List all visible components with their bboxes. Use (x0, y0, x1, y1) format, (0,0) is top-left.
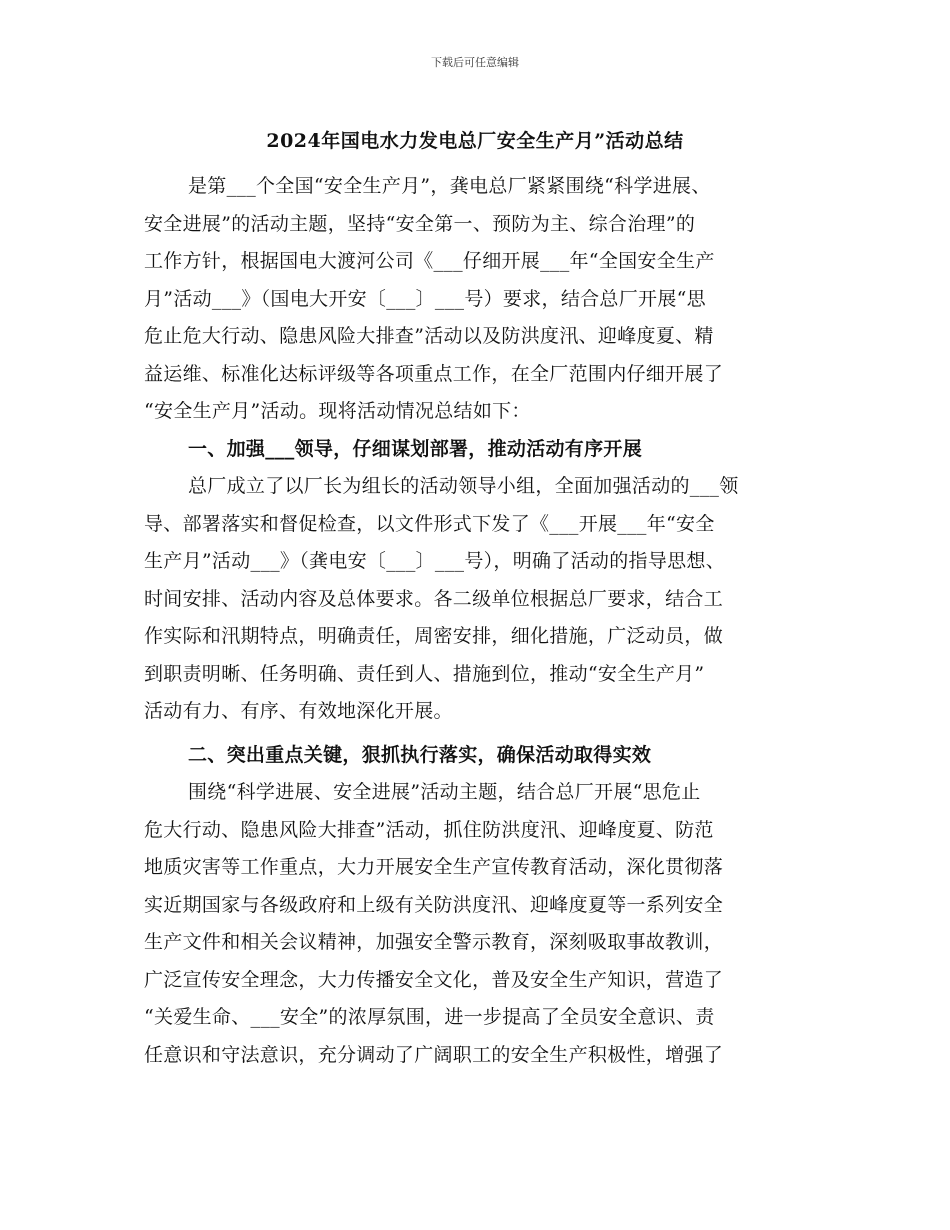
paragraph-line: 广泛宣传安全理念，大力传播安全文化，普及安全生产知识，营造了 (144, 968, 724, 991)
header-note: 下载后可任意编辑 (431, 56, 519, 69)
paragraph-line: 活动有力、有序、有效地深化开展。 (144, 700, 453, 722)
paragraph-line: 地质灾害等工作重点，大力开展安全生产宣传教育活动，深化贯彻落 (144, 856, 724, 878)
paragraph-line: 危止危大行动、隐患风险大排查”活动以及防洪度汛、迎峰度夏、精 (144, 325, 714, 347)
paragraph-line: 围绕“科学进展、安全进展”活动主题，结合总厂开展“思危止 (188, 781, 701, 803)
paragraph-line: 是第___个全国“安全生产月”，龚电总厂紧紧围绕“科学进展、 (188, 175, 711, 197)
section-heading: 一、加强___领导，仔细谋划部署，推动活动有序开展 (188, 437, 643, 460)
paragraph-line: 生产月”活动___》（龚电安〔___〕___号），明确了活动的指导思想、 (144, 550, 726, 572)
paragraph-line: 益运维、标准化达标评级等各项重点工作，在全厂范围内仔细开展了 (144, 362, 724, 385)
paragraph-line: 总厂成立了以厂长为组长的活动领导小组，全面加强活动的___领 (188, 475, 739, 497)
paragraph-line: 时间安排、活动内容及总体要求。各二级单位根据总厂要求，结合工 (144, 587, 724, 610)
paragraph-line: “关爱生命、___安全”的浓厚氛围，进一步提高了全员安全意识、责 (144, 1006, 715, 1028)
paragraph-line: 作实际和汛期特点，明确责任，周密安排，细化措施，广泛动员，做 (144, 625, 724, 647)
paragraph-line: 工作方针，根据国电大渡河公司《___仔细开展___年“全国安全生产 (144, 250, 715, 272)
paragraph-line: 生产文件和相关会议精神，加强安全警示教育，深刻吸取事故教训， (144, 931, 724, 953)
paragraph-line: 安全进展”的活动主题，坚持“安全第一、预防为主、综合治理”的 (144, 212, 696, 235)
paragraph-line: 到职责明晰、任务明确、责任到人、措施到位，推动“安全生产月” (144, 662, 705, 685)
paragraph-line: 实近期国家与各级政府和上级有关防洪度汛、迎峰度夏等一系列安全 (144, 893, 724, 916)
paragraph-line: 月”活动___》（国电大开安〔___〕___号）要求，结合总厂开展“思 (144, 287, 706, 310)
section-heading: 二、突出重点关键，狠抓执行落实，确保活动取得实效 (188, 743, 652, 766)
paragraph-line: 任意识和守法意识，充分调动了广阔职工的安全生产积极性，增强了 (144, 1043, 724, 1066)
paragraph-line: 危大行动、隐患风险大排查”活动，抓住防洪度汛、迎峰度夏、防范 (144, 818, 714, 841)
document-body (144, 168, 812, 1074)
paragraph-line: 导、部署落实和督促检查，以文件形式下发了《___开展___年“安全 (144, 512, 715, 535)
paragraph-line: “安全生产月”活动。现将活动情况总结如下： (144, 400, 531, 422)
document-title: 2024年国电水力发电总厂安全生产月”活动总结 (266, 130, 684, 152)
